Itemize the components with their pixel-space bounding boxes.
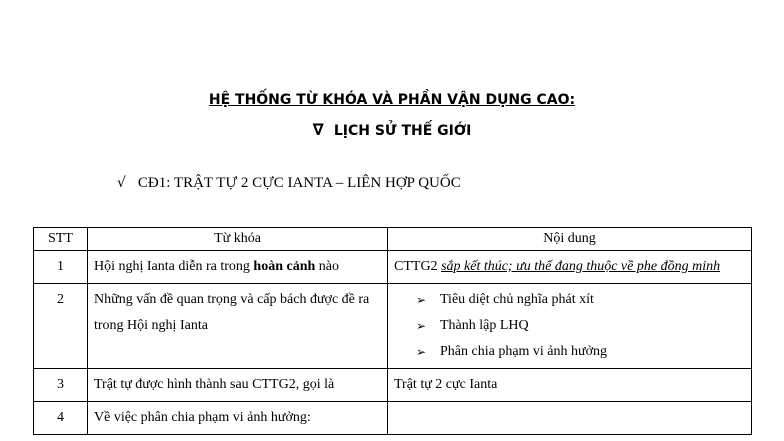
document-title: HỆ THỐNG TỪ KHÓA VÀ PHẦN VẬN DỤNG CAO: <box>208 92 576 108</box>
keyword-table <box>33 227 752 435</box>
row-keyword <box>88 251 388 284</box>
row-stt: 2 <box>34 284 88 369</box>
row-keyword: Về việc phân chia phạm vi ảnh hưởng: <box>88 402 388 435</box>
list-item: ➢ Tiêu diệt chủ nghĩa phát xít <box>416 287 745 313</box>
row-content <box>388 402 752 435</box>
table-row <box>34 369 752 402</box>
header-content: Nội dung <box>388 228 752 251</box>
content-text: CTTG2 <box>394 259 442 274</box>
row-stt: 4 <box>34 402 88 435</box>
section-heading-text: CĐ1: TRẬT TỰ 2 CỰC IANTA – LIÊN HỢP QUỐC <box>137 175 461 191</box>
keyword-text: Hội nghị Ianta diễn ra trong <box>94 259 254 274</box>
table-row <box>34 284 752 369</box>
document-subtitle <box>0 120 784 139</box>
row-content: Trật tự 2 cực Ianta <box>388 369 752 402</box>
table-header-row <box>34 228 752 251</box>
row-keyword: Những vấn đề quan trọng và cấp bách được đề ra trong Hội nghị Ianta <box>88 284 388 369</box>
table-row <box>34 251 752 284</box>
arrow-list <box>394 287 745 365</box>
keyword-text-end: nào <box>315 259 339 274</box>
row-keyword: Trật tự được hình thành sau CTTG2, gọi là <box>88 369 388 402</box>
list-item: ➢ Thành lập LHQ <box>416 313 745 339</box>
row-content <box>388 284 752 369</box>
row-stt: 3 <box>34 369 88 402</box>
row-content <box>388 251 752 284</box>
row-stt: 1 <box>34 251 88 284</box>
triangle-bullet-icon: ∇ <box>312 120 324 139</box>
section-heading <box>117 175 461 192</box>
header-keyword: Từ khóa <box>88 228 388 251</box>
keyword-bold: hoàn cảnh <box>253 259 316 274</box>
content-emphasis: sắp kết thúc; ưu thế đang thuộc về phe đồng minh <box>441 259 721 274</box>
subtitle-text: LỊCH SỬ THẾ GIỚI <box>333 123 472 139</box>
header-stt: STT <box>34 228 88 251</box>
list-item: ➢ Phân chia phạm vi ảnh hưởng <box>416 339 745 365</box>
table-row <box>34 402 752 435</box>
check-icon: √ <box>117 175 126 191</box>
